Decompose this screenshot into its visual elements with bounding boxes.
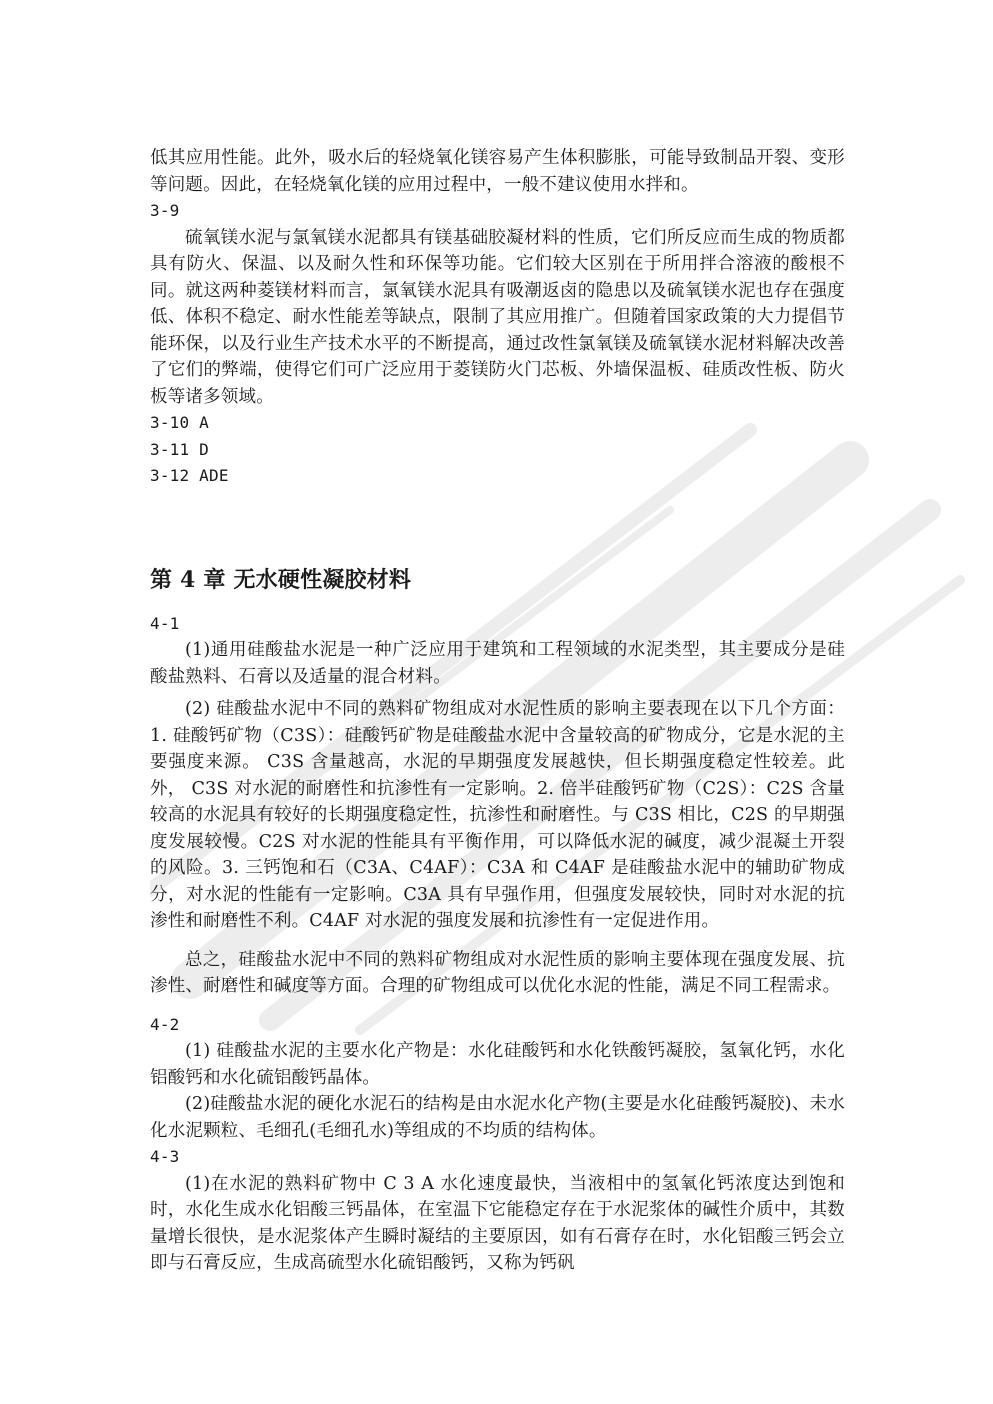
question-number: 3-11 D (150, 439, 209, 459)
question-number: 3-12 ADE (150, 466, 229, 485)
question-number: 4-1 (150, 613, 180, 633)
body-paragraph: (1)在水泥的熟料矿物中 C 3 A 水化速度最快，当液相中的氢氧化钙浓度达到饱和时，水化生成水化铝酸三钙晶体，在室温下它能稳定存在于水泥浆体的碱性介质中，其数量增长很快，是水泥浆体产生瞬时凝结的主要原因，如有石膏存在时，水化铝酸三钙会立即与石膏反应，生成高硫型水化硫铝酸钙，又称为钙矾 (150, 1173, 845, 1273)
spacer (150, 935, 845, 947)
question-number: 4-2 (150, 1014, 180, 1034)
chapter-heading: 第 4 章 无水硬性凝胶材料 (150, 566, 412, 593)
body-paragraph: 硫氧镁水泥与氯氧镁水泥都具有镁基础胶凝材料的性质，它们所反应而生成的物质都具有防火、保温、以及耐久性和环保等功能。它们较大区别在于所用拌合溶液的酸根不同。就这两种菱镁材料而言，氯氧镁水泥具有吸潮返卤的隐患以及硫氧镁水泥也存在强度低、体积不稳定、耐水性能差等缺点，限制了其应用推广。但随着国家政策的大力提倡节能环保，以及行业生产技术水平的不断提高，通过改性氯氧镁及硫氧镁水泥材料解决改善了它们的弊端，使得它们可广泛应用于菱镁防火门芯板、外墙保温板、硅质改性板、防火板等诸多领域。 (150, 227, 845, 407)
document-page (150, 145, 845, 1277)
body-paragraph: (1) 硅酸盐水泥的主要水化产物是：水化硅酸钙和水化铁酸钙凝胶，氢氧化钙，水化铝酸钙和水化硫铝酸钙晶体。 (150, 1041, 845, 1088)
body-paragraph: 总之，硅酸盐水泥中不同的熟料矿物组成对水泥性质的影响主要体现在强度发展、抗渗性、耐磨性和碱度等方面。合理的矿物组成可以优化水泥的性能，满足不同工程需求。 (150, 949, 845, 996)
question-number: 4-3 (150, 1147, 180, 1166)
body-paragraph: (1)通用硅酸盐水泥是一种广泛应用于建筑和工程领域的水泥类型，其主要成分是硅酸盐熟料、石膏以及适量的混合材料。 (150, 640, 845, 687)
body-paragraph: 低其应用性能。此外，吸水后的轻烧氧化镁容易产生体积膨胀，可能导致制品开裂、变形等问题。因此，在轻烧氧化镁的应用过程中，一般不建议使用水拌和。 (150, 148, 845, 195)
spacer (150, 1000, 845, 1012)
question-number: 3-9 (150, 201, 180, 220)
question-number: 3-10 A (150, 413, 209, 432)
body-paragraph: (2) 硅酸盐水泥中不同的熟料矿物组成对水泥性质的影响主要表现在以下几个方面：1. 硅酸钙矿物（C3S）：硅酸钙矿物是硅酸盐水泥中含量较高的矿物成分，它是水泥的主要强度来源。 C3S 含量越高，水泥的早期强度发展越快，但长期强度稳定性较差。此外， C3S 对水泥的耐磨性和抗渗性有一定影响。2. 倍半硅酸钙矿物（C2S）：C2S 含量较高的水泥具有较好的长期强度稳定性，抗渗性和耐磨性。与 C3S 相比，C2S 的早期强度发展较慢。C2S 对水泥的性能具有平衡作用，可以降低水泥的碱度，减少混凝土开裂的风险。3. 三钙饱和石（C3A、C4AF）：C3A 和 C4AF 是硅酸盐水泥中的辅助矿物成分，对水泥的性能有一定影响。C3A 具有早强作用，但强度发展较快，同时对水泥的抗渗性和耐磨性不利。C4AF 对水泥的强度发展和抗渗性有一定促进作用。 (150, 699, 845, 931)
body-paragraph: (2)硅酸盐水泥的硬化水泥石的结构是由水泥水化产物(主要是水化硅酸钙凝胶)、未水化水泥颗粒、毛细孔(毛细孔水)等组成的不均质的结构体。 (150, 1094, 845, 1141)
